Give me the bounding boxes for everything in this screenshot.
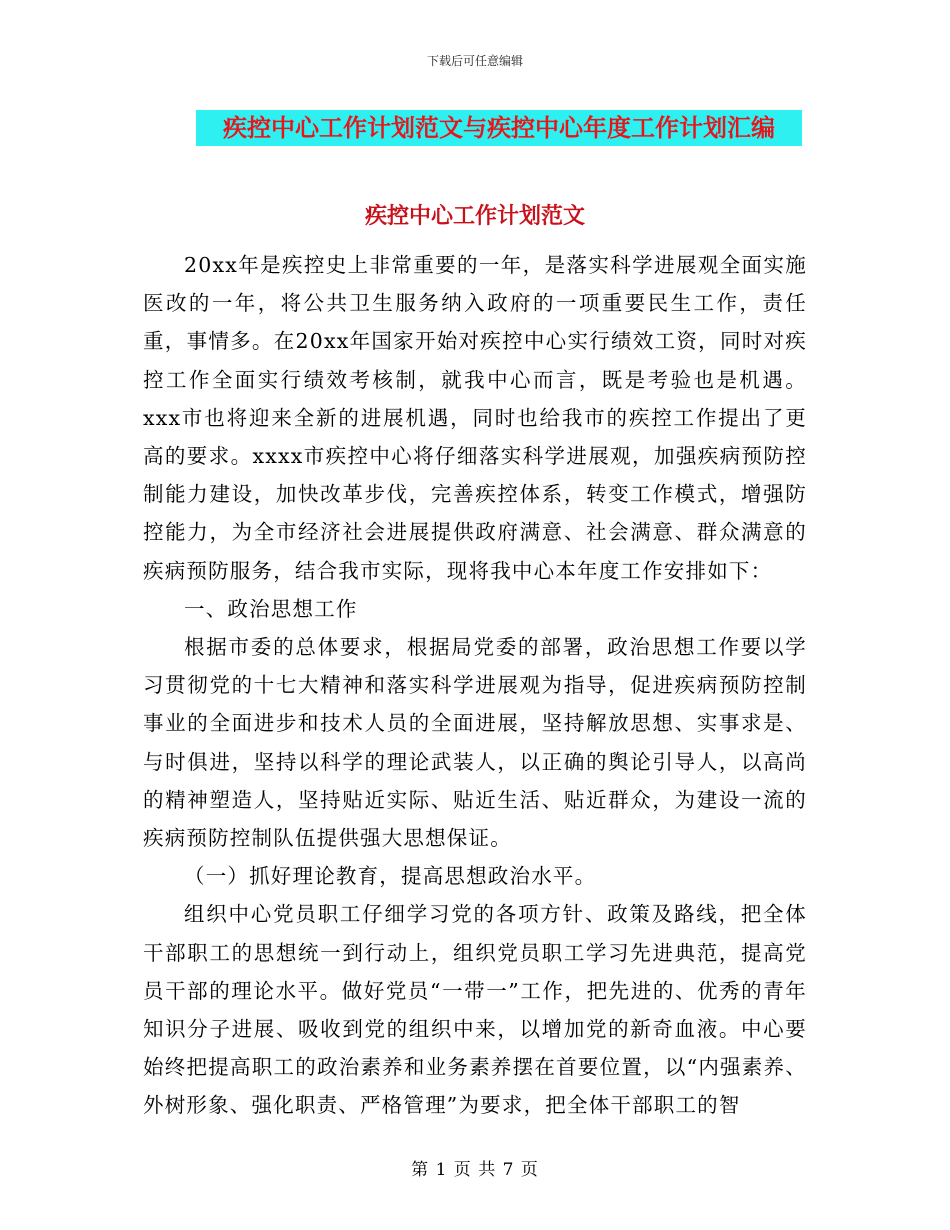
document-body [143, 246, 807, 1125]
paragraph-theory-education: 组织中心党员职工仔细学习党的各项方针、政策及路线，把全体干部职工的思想统一到行动上，组织党员职工学习先进典范，提高党员干部的理论水平。做好党员“一带一”工作，把先进的、优秀的青年知识分子进展、吸收到党的组织中来，以增加党的新奇血液。中心要始终把提高职工的政治素养和业务素养摆在首要位置，以“内强素养、外树形象、强化职责、严格管理”为要求，把全体干部职工的智 [143, 902, 807, 1118]
paragraph-intro: 20xx年是疾控史上非常重要的一年，是落实科学进展观全面实施医改的一年，将公共卫生服务纳入政府的一项重要民生工作，责任重，事情多。在20xx年国家开始对疾控中心实行绩效工资，同时对疾控工作全面实行绩效考核制，就我中心而言，既是考验也是机遇。xxx市也将迎来全新的进展机遇，同时也给我市的疾控工作提出了更高的要求。xxxx市疾控中心将仔细落实科学进展观，加强疾病预防控制能力建设，加快改革步伐，完善疾控体系，转变工作模式，增强防控能力，为全市经济社会进展提供政府满意、社会满意、群众满意的疾病预防服务，结合我市实际，现将我中心本年度工作安排如下： [143, 253, 807, 583]
header-note: 下载后可任意编辑 [426, 54, 523, 68]
page-number-footer: 第 1 页 共 7 页 [411, 1160, 539, 1180]
section-title: 疾控中心工作计划范文 [364, 203, 585, 229]
heading-theory-education: （一）抓好理论教育，提高思想政治水平。 [184, 864, 597, 889]
document-title: 疾控中心工作计划范文与疾控中心年度工作计划汇编 [196, 110, 802, 146]
heading-political-work: 一、政治思想工作 [184, 596, 358, 621]
paragraph-political-work: 根据市委的总体要求，根据局党委的部署，政治思想工作要以学习贯彻党的十七大精神和落实科学进展观为指导，促进疾病预防控制事业的全面进步和技术人员的全面进展，坚持解放思想、实事求是、与时俱进，坚持以科学的理论武装人，以正确的舆论引导人，以高尚的精神塑造人，坚持贴近实际、贴近生活、贴近群众，为建设一流的疾病预防控制队伍提供强大思想保证。 [143, 635, 807, 851]
